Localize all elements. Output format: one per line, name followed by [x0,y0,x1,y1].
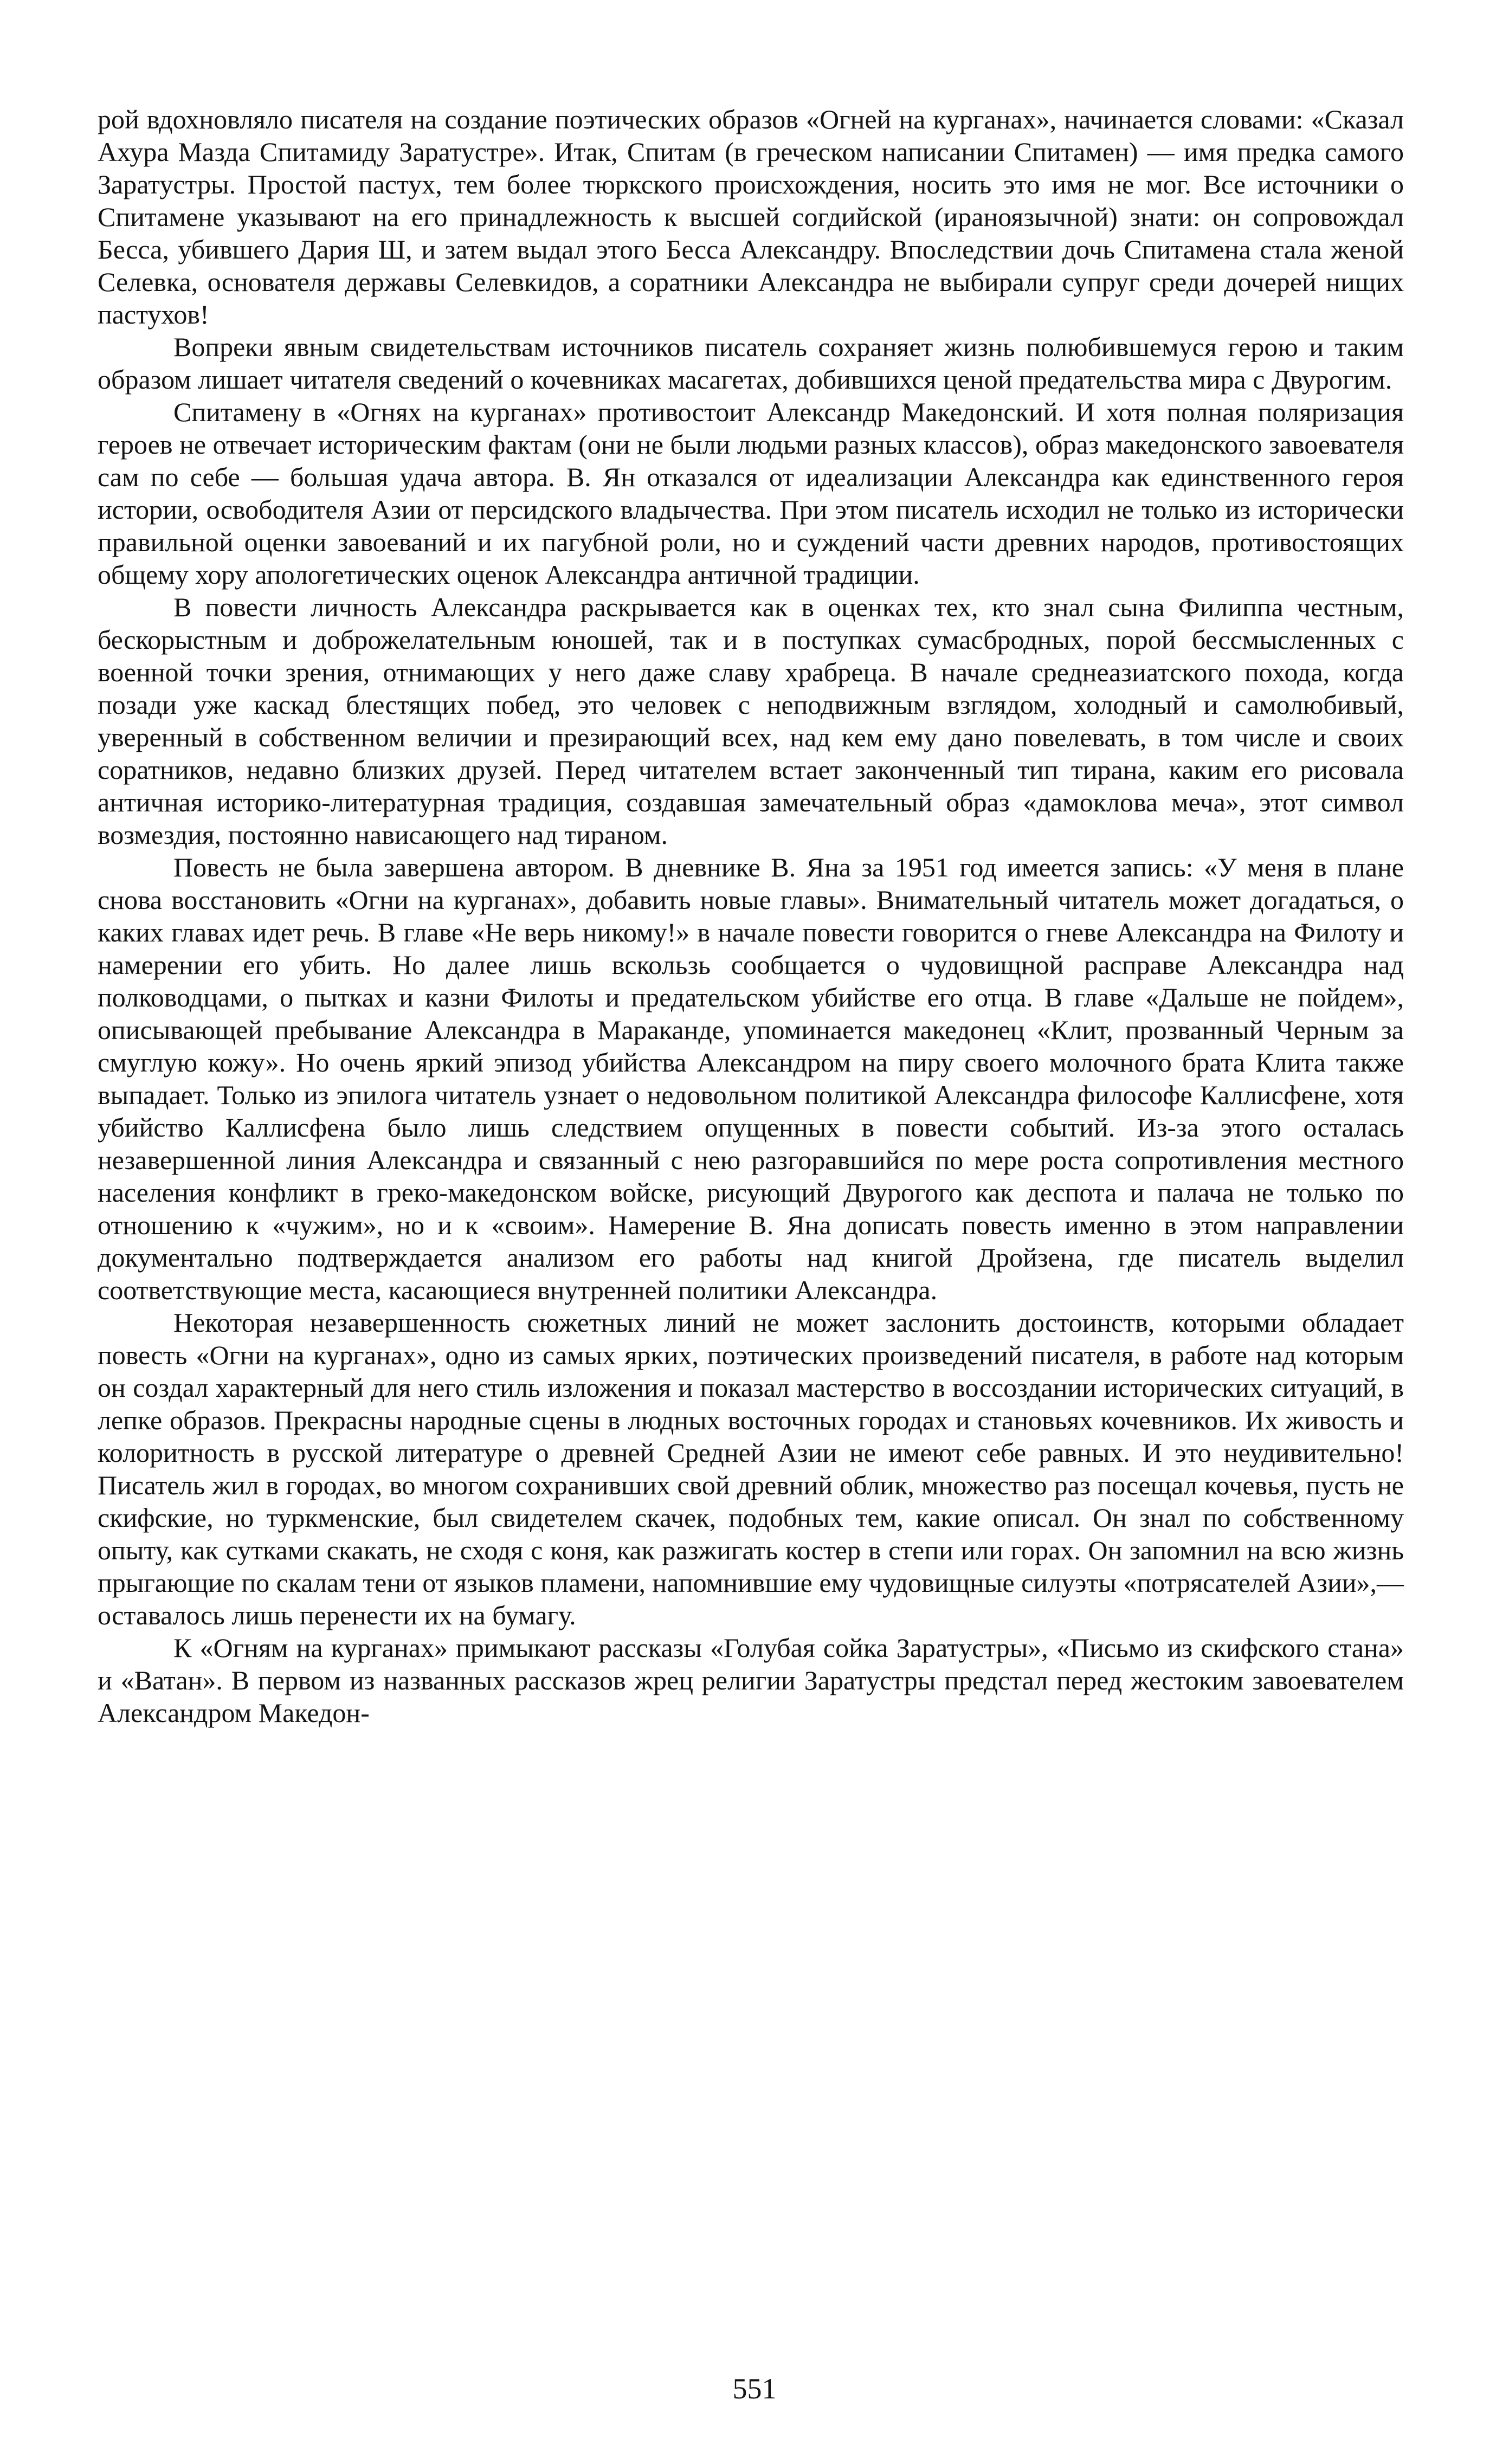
paragraph-4: В повести личность Александра раскрывается как в оценках тех, кто знал сына Филиппа честным, бескорыстным и доброжелательным юношей, так и в поступках сумасбродных, порой бессмысленных с военной точки зрения, отнимающих у него даже славу храбреца. В начале среднеазиатского похода, когда позади уже каскад блестящих побед, это человек с неподвижным взглядом, холодный и самолюбивый, уверенный в собственном величии и презирающий всех, над кем ему дано повелевать, в том числе и своих соратников, недавно близких друзей. Перед читателем встает законченный тип тирана, каким его рисовала античная историко-литературная традиция, создавшая замечательный образ «дамоклова меча», этот символ возмездия, постоянно нависающего над тираном. [98,592,1404,850]
paragraph-2: Вопреки явным свидетельствам источников писатель сохраняет жизнь полюбившемуся герою и таким образом лишает читателя сведений о кочевниках масагетах, добившихся ценой предательства мира с Двурогим. [98,332,1404,395]
paragraph-6: Некоторая незавершенность сюжетных линий не может заслонить достоинств, которыми обладает повесть «Огни на курганах», одно из самых ярких, поэтических произведений писателя, в работе над которым он создал характерный для него стиль изложения и показал мастерство в воссоздании исторических ситуаций, в лепке образов. Прекрасны народные сцены в людных восточных городах и становьях кочевников. Их живость и колоритность в русской литературе о древней Средней Азии не имеют себе равных. И это неудивительно! Писатель жил в городах, во многом сохранивших свой древний облик, множество раз посещал кочевья, пусть не скифские, но туркменские, был свидетелем скачек, подобных тем, какие описал. Он знал по собственному опыту, как сутками скакать, не сходя с коня, как разжигать костер в степи или горах. Он запомнил на всю жизнь прыгающие по скалам тени от языков пламени, напомнившие ему чудовищные силуэты «потрясателей Азии»,— оставалось лишь перенести их на бумагу. [98,1307,1404,1630]
paragraph-5: Повесть не была завершена автором. В дневнике В. Яна за 1951 год имеется запись: «У меня в плане снова восстановить «Огни на курганах», добавить новые главы». Внимательный читатель может догадаться, о каких главах идет речь. В главе «Не верь никому!» в начале повести говорится о гневе Александра на Филоту и намерении его убить. Но далее лишь вскользь сообщается о чудовищной расправе Александра над полководцами, о пытках и казни Филоты и предательском убийстве его отца. В главе «Дальше не пойдем», описывающей пребывание Александра в Мараканде, упоминается македонец «Клит, прозванный Черным за смуглую кожу». Но очень яркий эпизод убийства Александром на пиру своего молочного брата Клита также выпадает. Только из эпилога читатель узнает о недовольном политикой Александра философе Каллисфене, хотя убийство Каллисфена было лишь следствием опущенных в повести событий. Из-за этого осталась незавершенной линия Александра и связанный с нею разгоравшийся по мере роста сопротивления местного населения конфликт в греко-македонском войске, рисующий Двурогого как деспота и палача не только по отношению к «чужим», но и к «своим». Намерение В. Яна дописать повесть именно в этом направлении документально подтверждается анализом его работы над книгой Дройзена, где писатель выделил соответствующие места, касающиеся внутренней политики Александра. [98,852,1404,1305]
page-body [98,103,1404,1729]
paragraph-1: рой вдохновляло писателя на создание поэтических образов «Огней на курганах», начинается словами: «Сказал Ахура Мазда Спитамиду Заратустре». Итак, Спитам (в греческом написании Спитамен) — имя предка самого Заратустры. Простой пастух, тем более тюркского происхождения, носить это имя не мог. Все источники о Спитамене указывают на его принадлежность к высшей согдийской (ираноязычной) знати: он сопровождал Бесса, убившего Дария Ш, и затем выдал этого Бесса Александру. Впоследствии дочь Спитамена стала женой Селевка, основателя державы Селевкидов, а соратники Александра не выбирали супруг среди дочерей нищих пастухов! [98,104,1404,330]
page-number: 551 [732,2372,777,2405]
paragraph-3: Спитамену в «Огнях на курганах» противостоит Александр Македонский. И хотя полная поляризация героев не отвечает историческим фактам (они не были людьми разных классов), образ македонского завоевателя сам по себе — большая удача автора. В. Ян отказался от идеализации Александра как единственного героя истории, освободителя Азии от персидского владычества. При этом писатель исходил не только из исторически правильной оценки завоеваний и их пагубной роли, но и суждений части древних народов, противостоящих общему хору апологетических оценок Александра античной традиции. [98,397,1404,590]
paragraph-7: К «Огням на курганах» примыкают рассказы «Голубая сойка Заратустры», «Письмо из скифского стана» и «Ватан». В первом из названных рассказов жрец религии Заратустры предстал перед жестоким завоевателем Александром Македон- [98,1633,1404,1728]
